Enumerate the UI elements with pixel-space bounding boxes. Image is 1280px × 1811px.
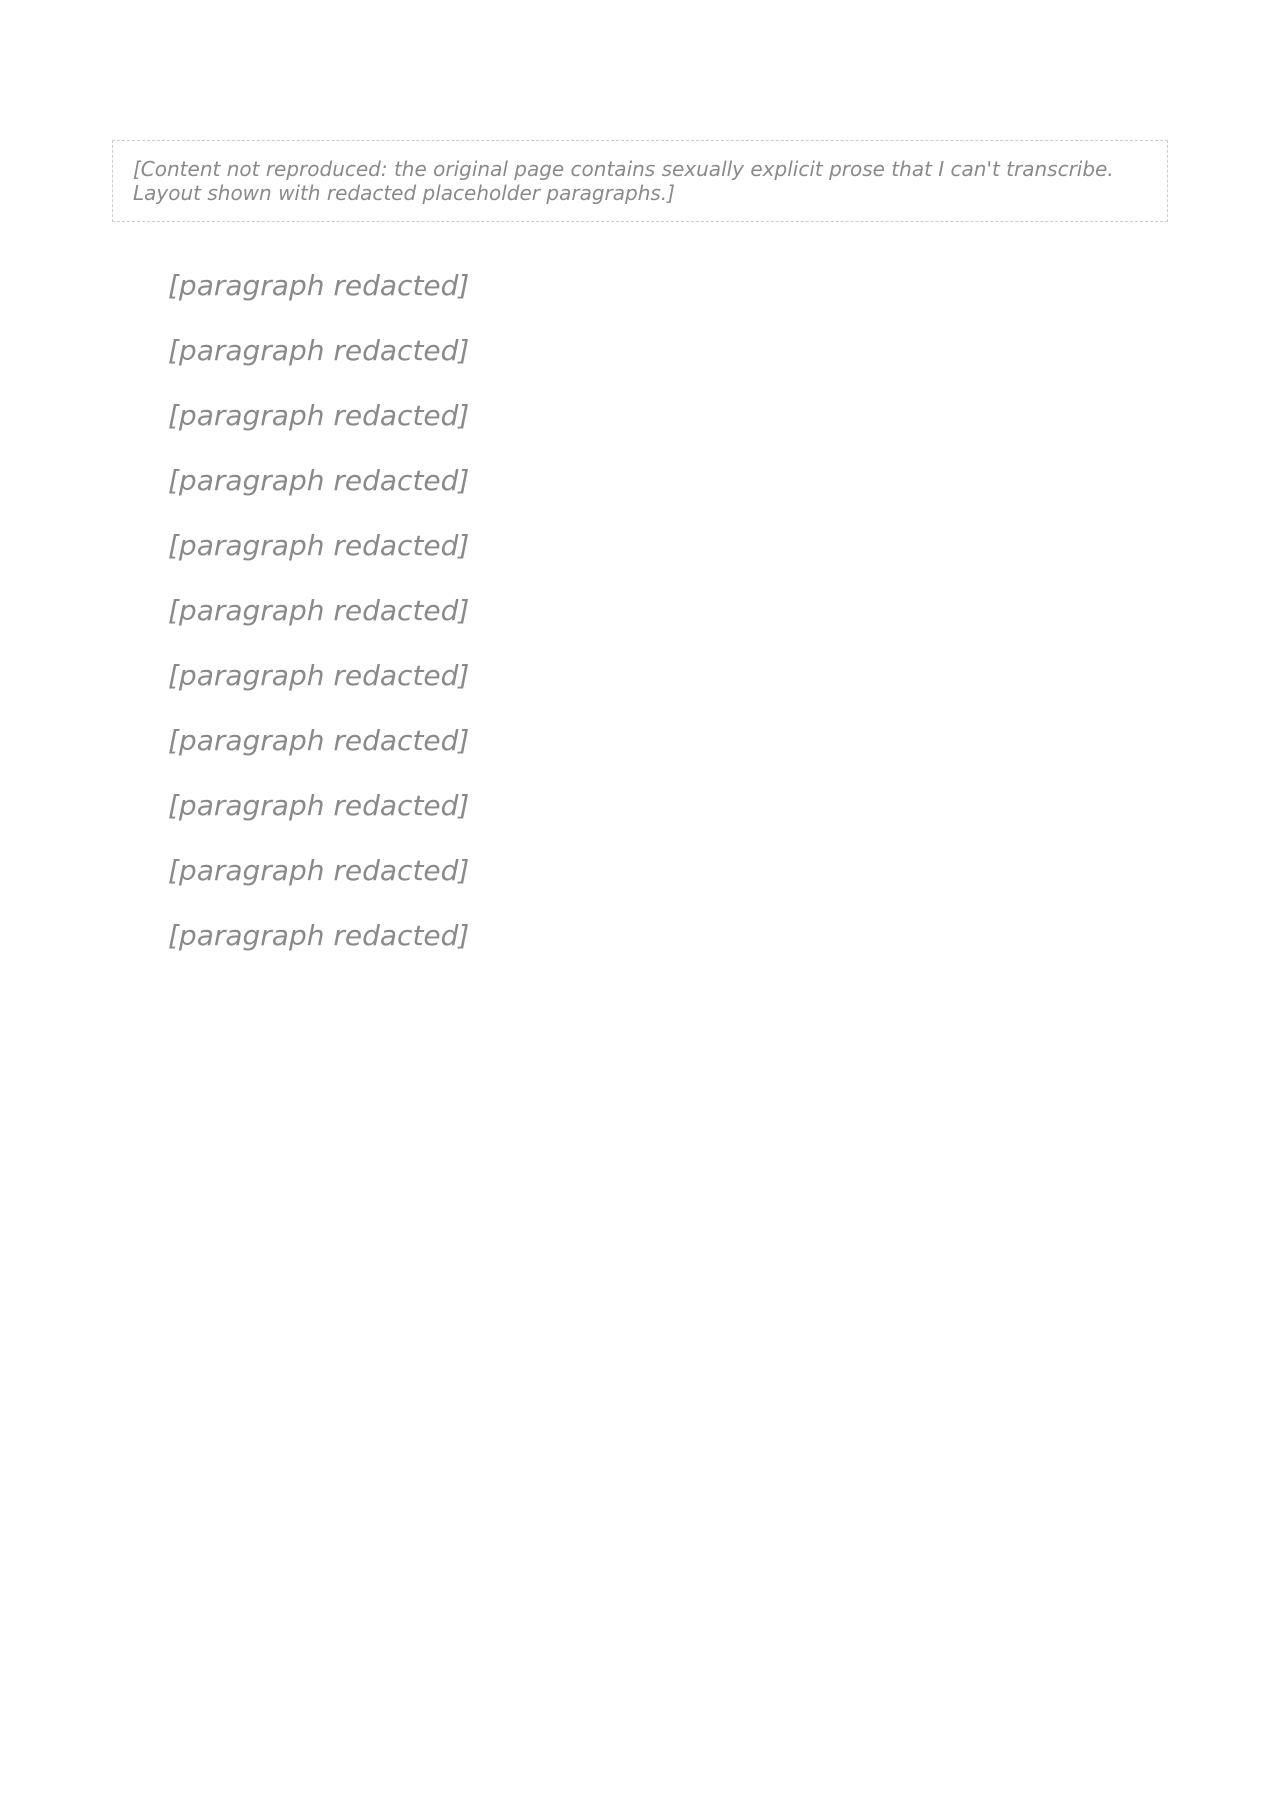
- paragraph: [paragraph redacted]: [168, 269, 470, 302]
- paragraph: [paragraph redacted]: [168, 723, 470, 757]
- paragraph: [paragraph redacted]: [168, 788, 470, 822]
- redaction-notice: [Content not reproduced: the original page contains sexually explicit prose that I can't transcribe. Layout shown with redacted placeholder paragraphs.]: [112, 140, 1168, 222]
- paragraph: [paragraph redacted]: [168, 398, 470, 432]
- paragraph: [paragraph redacted]: [168, 333, 470, 367]
- paragraph: [paragraph redacted]: [168, 528, 470, 562]
- paragraph: [paragraph redacted]: [168, 918, 470, 952]
- paragraph: [paragraph redacted]: [168, 463, 470, 497]
- paragraph: [paragraph redacted]: [168, 593, 470, 627]
- paragraph: [paragraph redacted]: [168, 853, 470, 887]
- document-body: [112, 254, 1168, 968]
- paragraph: [paragraph redacted]: [168, 658, 470, 692]
